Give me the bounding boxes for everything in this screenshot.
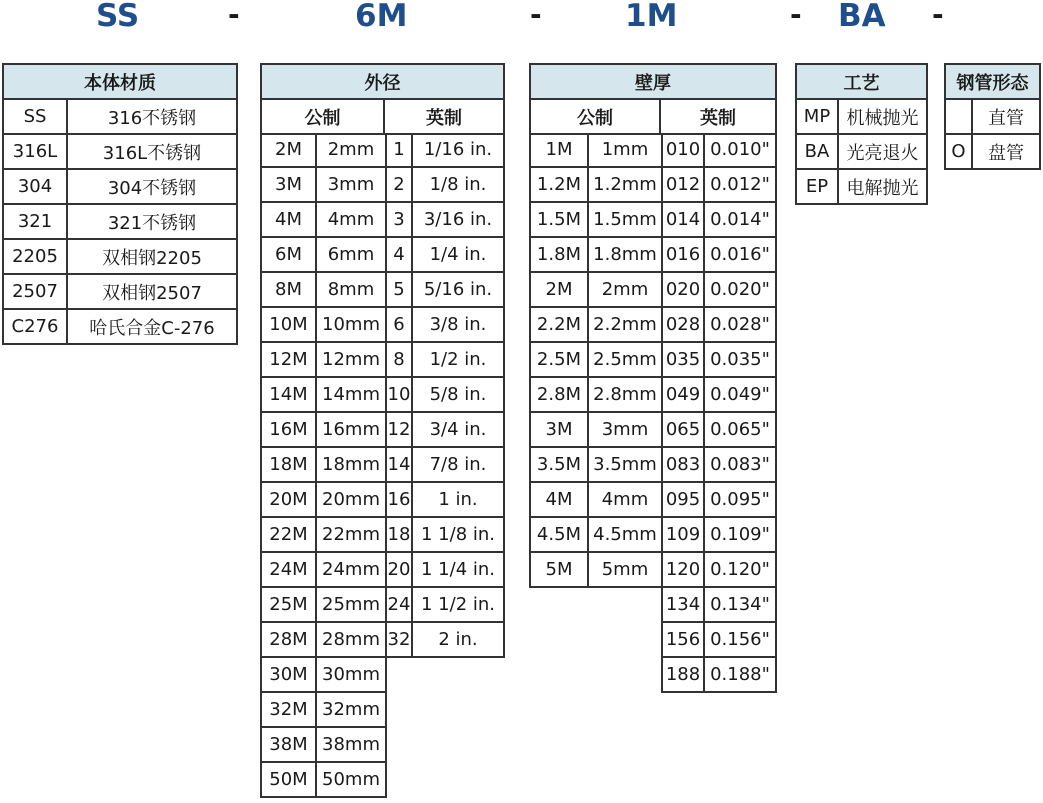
imperial-code: 014 bbox=[663, 203, 705, 236]
imperial-row bbox=[663, 448, 775, 483]
material-code: SS bbox=[4, 100, 68, 133]
process-row bbox=[797, 135, 926, 170]
tube-form-description: 直管 bbox=[988, 107, 1024, 129]
imperial-value: 1 in. bbox=[438, 489, 478, 510]
imperial-row bbox=[387, 623, 503, 658]
imperial-value: 0.120" bbox=[710, 559, 770, 580]
outer-diameter-subheader-row bbox=[262, 100, 503, 135]
code-separator: - bbox=[932, 0, 944, 31]
material-row bbox=[4, 100, 236, 135]
material-row bbox=[4, 205, 236, 240]
metric-value: 8mm bbox=[327, 279, 375, 300]
metric-row bbox=[262, 483, 385, 518]
imperial-row bbox=[387, 553, 503, 588]
material-description: 双相钢2205 bbox=[102, 247, 202, 269]
process-header-row bbox=[797, 65, 926, 100]
imperial-row bbox=[663, 623, 775, 658]
wall-thickness-subheader-row bbox=[531, 100, 775, 135]
imperial-value: 1/8 in. bbox=[429, 174, 487, 195]
imperial-row bbox=[663, 553, 775, 588]
imperial-row bbox=[663, 168, 775, 203]
metric-row bbox=[262, 693, 385, 728]
metric-row bbox=[531, 273, 661, 308]
imperial-header: 英制 bbox=[426, 107, 462, 129]
metric-column bbox=[529, 133, 663, 588]
metric-row bbox=[262, 203, 385, 238]
metric-value: 24mm bbox=[322, 559, 380, 580]
wall-thickness-title: 壁厚 bbox=[635, 72, 671, 94]
metric-value: 4mm bbox=[327, 209, 375, 230]
metric-row bbox=[262, 658, 385, 693]
material-description: 316不锈钢 bbox=[107, 107, 197, 129]
imperial-code: 035 bbox=[663, 343, 705, 376]
metric-row bbox=[262, 518, 385, 553]
metric-value: 32mm bbox=[322, 699, 380, 720]
imperial-row bbox=[387, 133, 503, 168]
material-row bbox=[4, 240, 236, 275]
imperial-code: 2 bbox=[387, 168, 413, 201]
metric-code: 38M bbox=[262, 728, 317, 761]
tube-form-row bbox=[946, 135, 1039, 170]
metric-value: 30mm bbox=[322, 664, 380, 685]
metric-value: 4mm bbox=[601, 489, 649, 510]
imperial-code: 6 bbox=[387, 308, 413, 341]
imperial-value: 0.049" bbox=[710, 384, 770, 405]
imperial-code: 010 bbox=[663, 133, 705, 166]
imperial-column bbox=[661, 133, 777, 693]
metric-column bbox=[260, 133, 387, 798]
imperial-row bbox=[663, 588, 775, 623]
metric-code: 3.5M bbox=[531, 448, 589, 481]
metric-row bbox=[531, 378, 661, 413]
imperial-value: 0.014" bbox=[710, 209, 770, 230]
tube-form-row bbox=[946, 100, 1039, 135]
metric-row bbox=[531, 518, 661, 553]
imperial-code: 083 bbox=[663, 448, 705, 481]
process-title: 工艺 bbox=[843, 72, 880, 94]
metric-value: 2.2mm bbox=[593, 314, 657, 335]
imperial-value: 0.134" bbox=[710, 594, 770, 615]
metric-value: 2.5mm bbox=[593, 349, 657, 370]
imperial-code: 20 bbox=[387, 553, 413, 586]
imperial-row bbox=[387, 518, 503, 553]
metric-value: 16mm bbox=[322, 419, 380, 440]
metric-row bbox=[262, 168, 385, 203]
metric-code: 8M bbox=[262, 273, 317, 306]
metric-row bbox=[531, 448, 661, 483]
imperial-row bbox=[387, 413, 503, 448]
imperial-row bbox=[663, 308, 775, 343]
outer-diameter-title: 外径 bbox=[364, 72, 401, 94]
imperial-value: 3/8 in. bbox=[429, 314, 487, 335]
metric-value: 2.8mm bbox=[593, 384, 657, 405]
imperial-row bbox=[387, 273, 503, 308]
imperial-row bbox=[663, 273, 775, 308]
metric-code: 2M bbox=[531, 273, 589, 306]
metric-row bbox=[262, 133, 385, 168]
code-separator: - bbox=[530, 0, 542, 31]
material-description: 304不锈钢 bbox=[107, 177, 197, 199]
imperial-value: 0.016" bbox=[710, 244, 770, 265]
imperial-code: 32 bbox=[387, 623, 413, 656]
metric-code: 2.2M bbox=[531, 308, 589, 341]
material-description: 321不锈钢 bbox=[107, 212, 197, 234]
imperial-row bbox=[663, 518, 775, 553]
imperial-value: 5/8 in. bbox=[429, 384, 487, 405]
imperial-row bbox=[387, 483, 503, 518]
metric-row bbox=[262, 623, 385, 658]
metric-row bbox=[262, 728, 385, 763]
metric-code: 20M bbox=[262, 483, 317, 516]
imperial-code: 028 bbox=[663, 308, 705, 341]
imperial-code: 14 bbox=[387, 448, 413, 481]
metric-row bbox=[262, 763, 385, 798]
metric-code: 3M bbox=[531, 413, 589, 446]
metric-code: 32M bbox=[262, 693, 317, 726]
imperial-code: 095 bbox=[663, 483, 705, 516]
metric-value: 20mm bbox=[322, 489, 380, 510]
metric-row bbox=[531, 308, 661, 343]
material-code: 316L bbox=[4, 135, 68, 168]
imperial-row bbox=[663, 203, 775, 238]
code-segment-material: SS bbox=[96, 0, 140, 34]
imperial-value: 2 in. bbox=[438, 629, 478, 650]
metric-value: 18mm bbox=[322, 454, 380, 475]
metric-row bbox=[531, 343, 661, 378]
code-separator: - bbox=[790, 0, 802, 31]
metric-row bbox=[531, 413, 661, 448]
imperial-row bbox=[387, 378, 503, 413]
metric-code: 10M bbox=[262, 308, 317, 341]
imperial-row bbox=[387, 238, 503, 273]
imperial-code: 1 bbox=[387, 133, 413, 166]
process-description: 电解抛光 bbox=[846, 177, 919, 199]
metric-header: 公制 bbox=[531, 100, 661, 133]
material-description: 哈氏合金C-276 bbox=[89, 317, 215, 339]
imperial-code: 18 bbox=[387, 518, 413, 551]
imperial-code: 188 bbox=[663, 658, 705, 691]
imperial-code: 109 bbox=[663, 518, 705, 551]
imperial-code: 8 bbox=[387, 343, 413, 376]
metric-row bbox=[262, 588, 385, 623]
imperial-value: 0.188" bbox=[710, 664, 770, 685]
imperial-value: 3/16 in. bbox=[423, 209, 493, 230]
imperial-row bbox=[387, 168, 503, 203]
code-segment-process: BA bbox=[838, 0, 886, 34]
metric-value: 22mm bbox=[322, 524, 380, 545]
metric-code: 18M bbox=[262, 448, 317, 481]
metric-code: 1.8M bbox=[531, 238, 589, 271]
imperial-code: 10 bbox=[387, 378, 413, 411]
metric-code: 4M bbox=[531, 483, 589, 516]
metric-value: 38mm bbox=[322, 734, 380, 755]
metric-row bbox=[531, 553, 661, 588]
tube-form-title: 钢管形态 bbox=[956, 72, 1029, 94]
imperial-code: 049 bbox=[663, 378, 705, 411]
imperial-value: 1/2 in. bbox=[429, 349, 487, 370]
metric-value: 5mm bbox=[601, 559, 649, 580]
metric-value: 2mm bbox=[601, 279, 649, 300]
imperial-code: 120 bbox=[663, 553, 705, 586]
metric-value: 6mm bbox=[327, 244, 375, 265]
metric-code: 4M bbox=[262, 203, 317, 236]
imperial-code: 016 bbox=[663, 238, 705, 271]
metric-row bbox=[262, 308, 385, 343]
wall-thickness-header-row bbox=[531, 65, 775, 100]
metric-code: 28M bbox=[262, 623, 317, 656]
code-segment-outer-diameter: 6M bbox=[355, 0, 408, 34]
metric-row bbox=[262, 413, 385, 448]
material-table bbox=[2, 63, 238, 345]
metric-value: 10mm bbox=[322, 314, 380, 335]
metric-value: 1.5mm bbox=[593, 209, 657, 230]
metric-row bbox=[531, 203, 661, 238]
process-table bbox=[795, 63, 928, 205]
imperial-row bbox=[663, 238, 775, 273]
material-row bbox=[4, 275, 236, 310]
metric-value: 1.2mm bbox=[593, 174, 657, 195]
imperial-value: 0.010" bbox=[710, 139, 770, 160]
metric-row bbox=[262, 343, 385, 378]
imperial-value: 0.028" bbox=[710, 314, 770, 335]
metric-value: 14mm bbox=[322, 384, 380, 405]
metric-row bbox=[531, 133, 661, 168]
metric-header: 公制 bbox=[262, 100, 385, 133]
imperial-code: 012 bbox=[663, 168, 705, 201]
metric-value: 3mm bbox=[327, 174, 375, 195]
imperial-code: 156 bbox=[663, 623, 705, 656]
imperial-code: 24 bbox=[387, 588, 413, 621]
code-separator: - bbox=[228, 0, 240, 31]
metric-code: 50M bbox=[262, 763, 317, 796]
imperial-value: 5/16 in. bbox=[423, 279, 493, 300]
process-row bbox=[797, 100, 926, 135]
imperial-value: 0.065" bbox=[710, 419, 770, 440]
material-header-row bbox=[4, 65, 236, 100]
metric-value: 25mm bbox=[322, 594, 380, 615]
imperial-code: 020 bbox=[663, 273, 705, 306]
material-row bbox=[4, 170, 236, 205]
metric-code: 6M bbox=[262, 238, 317, 271]
material-description: 双相钢2507 bbox=[102, 282, 202, 304]
imperial-row bbox=[663, 413, 775, 448]
imperial-value: 0.109" bbox=[710, 524, 770, 545]
metric-value: 28mm bbox=[322, 629, 380, 650]
imperial-value: 0.156" bbox=[710, 629, 770, 650]
material-code: 321 bbox=[4, 205, 68, 238]
imperial-value: 1 1/2 in. bbox=[421, 594, 495, 615]
metric-code: 4.5M bbox=[531, 518, 589, 551]
imperial-row bbox=[663, 483, 775, 518]
metric-row bbox=[531, 238, 661, 273]
imperial-value: 0.095" bbox=[710, 489, 770, 510]
metric-value: 3.5mm bbox=[593, 454, 657, 475]
metric-code: 1.5M bbox=[531, 203, 589, 236]
imperial-code: 5 bbox=[387, 273, 413, 306]
tube-form-table bbox=[944, 63, 1041, 170]
imperial-value: 1/16 in. bbox=[423, 139, 493, 160]
material-code: 2507 bbox=[4, 275, 68, 308]
material-row bbox=[4, 310, 236, 345]
imperial-value: 0.012" bbox=[710, 174, 770, 195]
metric-code: 24M bbox=[262, 553, 317, 586]
imperial-row bbox=[663, 343, 775, 378]
process-code: MP bbox=[797, 100, 839, 133]
metric-code: 30M bbox=[262, 658, 317, 691]
process-code: EP bbox=[797, 170, 839, 203]
process-code: BA bbox=[797, 135, 839, 168]
imperial-value: 1/4 in. bbox=[429, 244, 487, 265]
process-description: 光亮退火 bbox=[846, 142, 919, 164]
metric-value: 1mm bbox=[601, 139, 649, 160]
outer-diameter-table bbox=[260, 63, 505, 790]
imperial-code: 12 bbox=[387, 413, 413, 446]
imperial-value: 0.083" bbox=[710, 454, 770, 475]
metric-row bbox=[262, 553, 385, 588]
imperial-column bbox=[385, 133, 505, 658]
material-code: 304 bbox=[4, 170, 68, 203]
material-code: C276 bbox=[4, 310, 68, 343]
imperial-code: 065 bbox=[663, 413, 705, 446]
metric-value: 2mm bbox=[327, 139, 375, 160]
material-title: 本体材质 bbox=[84, 72, 156, 94]
imperial-row bbox=[663, 658, 775, 693]
material-description: 316L不锈钢 bbox=[102, 142, 202, 164]
tube-form-header-row bbox=[946, 65, 1039, 100]
metric-value: 12mm bbox=[322, 349, 380, 370]
material-row bbox=[4, 135, 236, 170]
imperial-code: 4 bbox=[387, 238, 413, 271]
metric-code: 22M bbox=[262, 518, 317, 551]
wall-thickness-table bbox=[529, 63, 777, 685]
metric-value: 50mm bbox=[322, 769, 380, 790]
imperial-value: 7/8 in. bbox=[429, 454, 487, 475]
imperial-row bbox=[387, 203, 503, 238]
imperial-value: 1 1/8 in. bbox=[421, 524, 495, 545]
metric-code: 1M bbox=[531, 133, 589, 166]
metric-code: 2M bbox=[262, 133, 317, 166]
imperial-value: 3/4 in. bbox=[429, 419, 487, 440]
metric-code: 2.8M bbox=[531, 378, 589, 411]
tube-form-description: 盘管 bbox=[988, 142, 1024, 164]
metric-value: 3mm bbox=[601, 419, 649, 440]
imperial-code: 3 bbox=[387, 203, 413, 236]
imperial-header: 英制 bbox=[700, 107, 736, 129]
imperial-value: 0.020" bbox=[710, 279, 770, 300]
metric-code: 16M bbox=[262, 413, 317, 446]
imperial-row bbox=[387, 448, 503, 483]
imperial-row bbox=[387, 308, 503, 343]
metric-value: 1.8mm bbox=[593, 244, 657, 265]
metric-code: 12M bbox=[262, 343, 317, 376]
outer-diameter-header-row bbox=[262, 65, 503, 100]
imperial-row bbox=[663, 378, 775, 413]
metric-code: 2.5M bbox=[531, 343, 589, 376]
metric-row bbox=[531, 483, 661, 518]
metric-row bbox=[262, 238, 385, 273]
imperial-value: 1 1/4 in. bbox=[421, 559, 495, 580]
imperial-code: 16 bbox=[387, 483, 413, 516]
process-row bbox=[797, 170, 926, 205]
imperial-row bbox=[387, 343, 503, 378]
code-segment-wall-thickness: 1M bbox=[625, 0, 678, 34]
metric-row bbox=[262, 378, 385, 413]
metric-code: 3M bbox=[262, 168, 317, 201]
metric-row bbox=[262, 273, 385, 308]
metric-row bbox=[262, 448, 385, 483]
metric-value: 4.5mm bbox=[593, 524, 657, 545]
metric-code: 1.2M bbox=[531, 168, 589, 201]
imperial-row bbox=[663, 133, 775, 168]
metric-row bbox=[531, 168, 661, 203]
tube-form-code: O bbox=[946, 135, 973, 168]
process-description: 机械抛光 bbox=[846, 107, 919, 129]
metric-code: 5M bbox=[531, 553, 589, 586]
tube-form-code bbox=[946, 100, 973, 133]
material-code: 2205 bbox=[4, 240, 68, 273]
metric-code: 14M bbox=[262, 378, 317, 411]
imperial-row bbox=[387, 588, 503, 623]
imperial-code: 134 bbox=[663, 588, 705, 621]
imperial-value: 0.035" bbox=[710, 349, 770, 370]
metric-code: 25M bbox=[262, 588, 317, 621]
